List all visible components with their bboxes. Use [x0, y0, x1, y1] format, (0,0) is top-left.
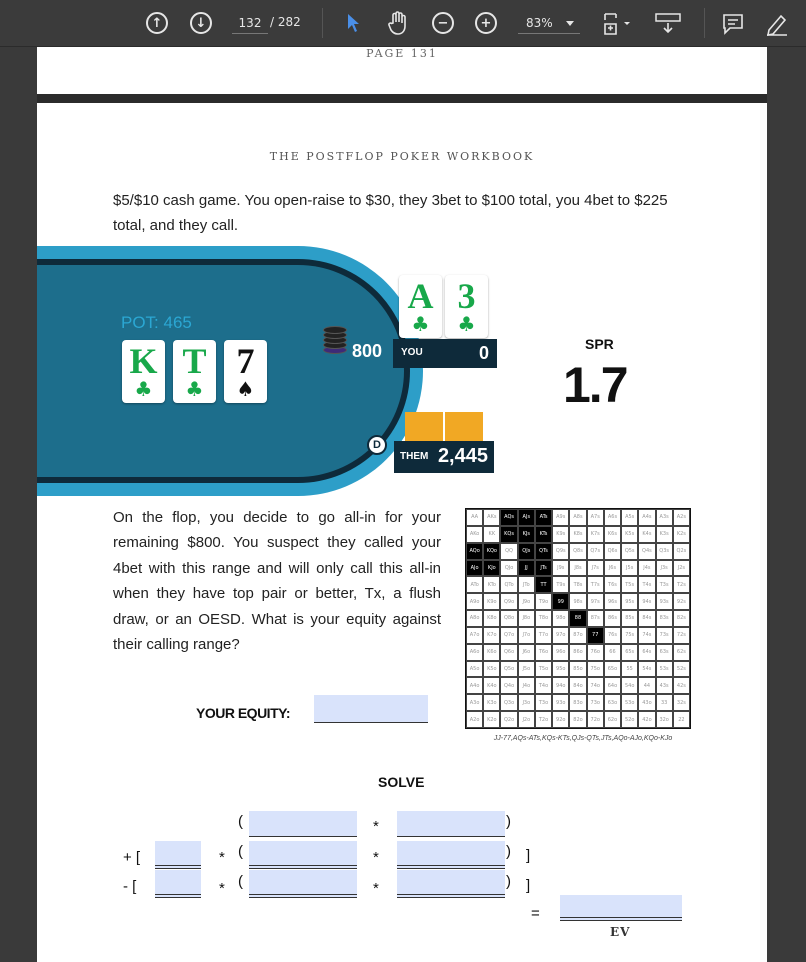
range-cell: J7s: [587, 560, 604, 577]
range-cell: J6o: [518, 644, 535, 661]
range-cell: TT: [535, 576, 552, 593]
range-cell: 75o: [587, 661, 604, 678]
open-paren: (: [238, 843, 243, 860]
range-cell: T4o: [535, 677, 552, 694]
range-cell: J2s: [673, 560, 690, 577]
range-cell: 87s: [587, 610, 604, 627]
range-cell: K9o: [483, 593, 500, 610]
card-rank: 7: [236, 341, 255, 381]
zoom-value: 83%: [526, 15, 553, 30]
times-sign: *: [373, 880, 379, 897]
range-cell: QQ: [500, 543, 517, 560]
range-cell: Q2o: [500, 711, 517, 728]
open-paren: (: [238, 873, 243, 890]
stake-amount: 800: [352, 341, 383, 361]
dealer-button: D: [367, 435, 387, 455]
range-cell: J7o: [518, 627, 535, 644]
range-cell: JTo: [518, 576, 535, 593]
range-cell: 85o: [569, 661, 586, 678]
range-cell: 52s: [673, 661, 690, 678]
range-cell: K5s: [621, 526, 638, 543]
range-cell: 82o: [569, 711, 586, 728]
range-cell: 75s: [621, 627, 638, 644]
page-fit-icon[interactable]: [601, 11, 633, 37]
range-cell: K3o: [483, 694, 500, 711]
range-cell: K3s: [656, 526, 673, 543]
range-cell: 63o: [604, 694, 621, 711]
range-cell: Q9s: [552, 543, 569, 560]
range-cell: QJo: [500, 560, 517, 577]
range-cell: 66: [604, 644, 621, 661]
range-cell: Q2s: [673, 543, 690, 560]
page-separator: [37, 94, 767, 103]
range-cell: J5s: [621, 560, 638, 577]
villain-card-back: [405, 412, 443, 441]
board-card-3: [224, 340, 267, 403]
range-cell: T2s: [673, 576, 690, 593]
range-cell: J5o: [518, 661, 535, 678]
open-paren: (: [238, 813, 243, 830]
times-sign: *: [373, 849, 379, 866]
range-cell: 65o: [604, 661, 621, 678]
range-cell: KTs: [535, 526, 552, 543]
range-cell: 83s: [656, 610, 673, 627]
table-felt: [37, 265, 404, 477]
formula-field-2b[interactable]: [249, 841, 357, 869]
range-cell: Q3o: [500, 694, 517, 711]
card-rank: 3: [457, 276, 476, 316]
range-cell: Q4s: [638, 543, 655, 560]
close-paren: ): [506, 813, 511, 830]
scenario-text: $5/$10 cash game. You open-raise to $30, they 3bet to $100 total, you 4bet to $225 total, and they call.: [113, 192, 668, 234]
range-cell: 84s: [638, 610, 655, 627]
range-cell: A5o: [466, 661, 483, 678]
range-cell: T6o: [535, 644, 552, 661]
range-cell: Q6s: [604, 543, 621, 560]
range-cell: T7o: [535, 627, 552, 644]
hero-stack: 0: [478, 343, 489, 363]
range-cell: 94o: [552, 677, 569, 694]
range-cell: A9o: [466, 593, 483, 610]
range-cell: A4s: [638, 509, 655, 526]
range-cell: QJs: [518, 543, 535, 560]
range-cell: 54o: [621, 677, 638, 694]
zoom-out-icon[interactable]: −: [432, 12, 454, 34]
range-cell: Q8o: [500, 610, 517, 627]
range-cell: KQo: [483, 543, 500, 560]
select-cursor-icon[interactable]: [345, 12, 363, 34]
range-cell: J6s: [604, 560, 621, 577]
formula-field-1b[interactable]: [397, 811, 505, 837]
range-cell: K5o: [483, 661, 500, 678]
range-cell: K8s: [569, 526, 586, 543]
range-cell: 85s: [621, 610, 638, 627]
range-cell: J8s: [569, 560, 586, 577]
close-paren: ): [506, 843, 511, 860]
range-cell: J2o: [518, 711, 535, 728]
range-cell: Q8s: [569, 543, 586, 560]
range-cell: 33: [656, 694, 673, 711]
chip-stack-icon: [323, 324, 347, 354]
range-cell: 83o: [569, 694, 586, 711]
villain-seat: [394, 441, 494, 473]
range-cell: AJs: [518, 509, 535, 526]
range-cell: A7s: [587, 509, 604, 526]
card-rank: T: [182, 341, 207, 381]
range-cell: A8s: [569, 509, 586, 526]
range-cell: 42o: [638, 711, 655, 728]
hero-card-1: [399, 275, 442, 338]
close-paren: ): [506, 873, 511, 890]
range-cell: T9o: [535, 593, 552, 610]
range-cell: 82s: [673, 610, 690, 627]
range-cell: J9o: [518, 593, 535, 610]
range-cell: T3o: [535, 694, 552, 711]
range-cell: 76o: [587, 644, 604, 661]
range-cell: AQo: [466, 543, 483, 560]
range-cell: T5s: [621, 576, 638, 593]
hand-tool-icon[interactable]: [386, 10, 410, 36]
range-cell: A8o: [466, 610, 483, 627]
range-cell: 53s: [656, 661, 673, 678]
range-cell: Q7o: [500, 627, 517, 644]
range-cell: 97s: [587, 593, 604, 610]
previous-page-icon[interactable]: ↑: [146, 12, 168, 34]
range-cell: AQs: [500, 509, 517, 526]
range-cell: A3o: [466, 694, 483, 711]
range-cell: 93o: [552, 694, 569, 711]
range-cell: 86s: [604, 610, 621, 627]
range-cell: A2o: [466, 711, 483, 728]
zoom-in-icon[interactable]: +: [475, 12, 497, 34]
toolbar-divider: [322, 8, 323, 38]
formula-field-3c[interactable]: [397, 870, 505, 898]
club-icon: ♣: [185, 377, 204, 401]
range-cell: 65s: [621, 644, 638, 661]
range-cell: T2o: [535, 711, 552, 728]
range-cell: 86o: [569, 644, 586, 661]
zoom-select[interactable]: [518, 12, 580, 34]
question-text: On the flop, you decide to go all-in for your remaining $800. You suspect they called your 4bet with this range and will only call this all-in when they have top pair or better, Tx, a flush draw, or an OESD. What is your equity against their calling range?: [113, 509, 441, 654]
range-cell: KQs: [500, 526, 517, 543]
poker-table: [113, 246, 489, 496]
range-cell: T5o: [535, 661, 552, 678]
range-cell: QTs: [535, 543, 552, 560]
card-rank: K: [129, 341, 158, 381]
range-cell: J4o: [518, 677, 535, 694]
range-cell: 72o: [587, 711, 604, 728]
range-cell: 44: [638, 677, 655, 694]
range-cell: 98s: [569, 593, 586, 610]
range-cell: 92o: [552, 711, 569, 728]
range-cell: T4s: [638, 576, 655, 593]
formula-field-3a[interactable]: [155, 870, 201, 898]
hero-card-2: [445, 275, 488, 338]
range-cell: 84o: [569, 677, 586, 694]
range-cell: 88: [569, 610, 586, 627]
range-cell: 32s: [673, 694, 690, 711]
formula-field-1a[interactable]: [249, 811, 357, 837]
club-icon: ♣: [457, 312, 476, 336]
range-cell: 99: [552, 593, 569, 610]
range-cell: 52o: [621, 711, 638, 728]
hand-range-grid: [465, 508, 691, 729]
range-cell: Q7s: [587, 543, 604, 560]
range-cell: 32o: [656, 711, 673, 728]
toolbar-divider: [704, 8, 705, 38]
range-cell: J3o: [518, 694, 535, 711]
formula-field-2c[interactable]: [397, 841, 505, 869]
range-cell: Q3s: [656, 543, 673, 560]
board-card-2: [173, 340, 216, 403]
plus-bracket: + [: [123, 849, 141, 866]
range-cell: A5s: [621, 509, 638, 526]
times-sign: *: [373, 818, 379, 835]
range-cell: AJo: [466, 560, 483, 577]
range-cell: 63s: [656, 644, 673, 661]
hero-seat: [393, 339, 497, 368]
times-sign: *: [219, 880, 225, 897]
pdf-page: [37, 103, 767, 962]
range-cell: Q6o: [500, 644, 517, 661]
range-cell: T9s: [552, 576, 569, 593]
range-cell: AKo: [466, 526, 483, 543]
range-cell: A4o: [466, 677, 483, 694]
range-cell: J8o: [518, 610, 535, 627]
pdf-toolbar: [0, 0, 806, 47]
range-cell: 87o: [569, 627, 586, 644]
range-cell: Q5o: [500, 661, 517, 678]
range-cell: K7s: [587, 526, 604, 543]
previous-page: [37, 47, 767, 94]
villain-label: THEM: [400, 451, 429, 462]
range-cell: J4s: [638, 560, 655, 577]
range-cell: AKs: [483, 509, 500, 526]
range-cell: 54s: [638, 661, 655, 678]
card-rank: A: [407, 276, 434, 316]
range-cell: 62s: [673, 644, 690, 661]
range-cell: 62o: [604, 711, 621, 728]
range-cell: KJs: [518, 526, 535, 543]
range-cell: K9s: [552, 526, 569, 543]
minus-bracket: - [: [123, 878, 137, 895]
range-cell: K7o: [483, 627, 500, 644]
range-cell: A2s: [673, 509, 690, 526]
equity-label: YOUR EQUITY:: [196, 705, 291, 721]
range-cell: K8o: [483, 610, 500, 627]
range-cell: Q4o: [500, 677, 517, 694]
hero-label: YOU: [401, 347, 423, 358]
range-cell: 92s: [673, 593, 690, 610]
range-cell: 98o: [552, 610, 569, 627]
range-cell: A7o: [466, 627, 483, 644]
range-cell: 64s: [638, 644, 655, 661]
range-cell: K2s: [673, 526, 690, 543]
range-cell: 96o: [552, 644, 569, 661]
range-cell: 53o: [621, 694, 638, 711]
range-cell: A9s: [552, 509, 569, 526]
range-cell: T8o: [535, 610, 552, 627]
board-card-1: [122, 340, 165, 403]
range-cell: J3s: [656, 560, 673, 577]
range-cell: K6s: [604, 526, 621, 543]
close-bracket: ]: [526, 877, 531, 894]
range-cell: JTs: [535, 560, 552, 577]
spr-label: SPR: [585, 336, 614, 352]
comment-icon[interactable]: [721, 12, 745, 36]
range-cell: QTo: [500, 576, 517, 593]
range-cell: AA: [466, 509, 483, 526]
range-cell: 95o: [552, 661, 569, 678]
club-icon: ♣: [411, 312, 430, 336]
scroll-mode-icon[interactable]: [654, 12, 682, 36]
range-cell: 43s: [656, 677, 673, 694]
range-cell: A6s: [604, 509, 621, 526]
range-cell: 22: [673, 711, 690, 728]
range-cell: 94s: [638, 593, 655, 610]
range-cell: 74s: [638, 627, 655, 644]
range-cell: T3s: [656, 576, 673, 593]
range-cell: 93s: [656, 593, 673, 610]
club-icon: ♣: [134, 377, 153, 401]
equity-input[interactable]: [314, 695, 428, 723]
range-cell: J9s: [552, 560, 569, 577]
range-cell: K6o: [483, 644, 500, 661]
page-number-input[interactable]: 132: [232, 12, 268, 34]
villain-stack: 2,445: [437, 445, 488, 467]
range-cell: 74o: [587, 677, 604, 694]
range-cell: 95s: [621, 593, 638, 610]
range-cell: 73o: [587, 694, 604, 711]
range-cell: K4s: [638, 526, 655, 543]
range-cell: 96s: [604, 593, 621, 610]
range-cell: 97o: [552, 627, 569, 644]
range-cell: K4o: [483, 677, 500, 694]
range-caption: JJ-77,AQs-ATs,KQs-KTs,QJs-QTs,JTs,AQo-AJo,KQo-KJo: [493, 735, 673, 742]
range-cell: 72s: [673, 627, 690, 644]
range-cell: A3s: [656, 509, 673, 526]
range-cell: T8s: [569, 576, 586, 593]
range-cell: KK: [483, 526, 500, 543]
range-cell: 76s: [604, 627, 621, 644]
range-cell: 73s: [656, 627, 673, 644]
range-cell: KJo: [483, 560, 500, 577]
spr-value: 1.7: [563, 357, 627, 413]
equals-sign: =: [531, 905, 540, 922]
range-cell: 64o: [604, 677, 621, 694]
range-cell: Q5s: [621, 543, 638, 560]
range-cell: ATs: [535, 509, 552, 526]
range-cell: KTo: [483, 576, 500, 593]
chevron-down-icon: [566, 21, 574, 26]
range-cell: 55: [621, 661, 638, 678]
times-sign: *: [219, 849, 225, 866]
range-cell: ATo: [466, 576, 483, 593]
range-cell: A6o: [466, 644, 483, 661]
ev-result-input[interactable]: [560, 895, 682, 921]
formula-field-2a[interactable]: [155, 841, 201, 869]
solve-heading: SOLVE: [378, 774, 425, 790]
range-cell: Q9o: [500, 593, 517, 610]
formula-field-3b[interactable]: [249, 870, 357, 898]
pot-label: POT: 465: [121, 313, 192, 332]
range-cell: 43o: [638, 694, 655, 711]
range-cell: JJ: [518, 560, 535, 577]
range-cell: K2o: [483, 711, 500, 728]
ev-label: EV: [610, 925, 631, 939]
villain-card-back: [445, 412, 483, 441]
range-cell: T6s: [604, 576, 621, 593]
next-page-icon[interactable]: ↓: [190, 12, 212, 34]
range-cell: 77: [587, 627, 604, 644]
range-cell: 42s: [673, 677, 690, 694]
page-total: / 282: [270, 15, 301, 29]
range-cell: T7s: [587, 576, 604, 593]
draw-pen-icon[interactable]: [764, 11, 790, 37]
close-bracket: ]: [526, 847, 531, 864]
previous-page-header: PAGE 131: [366, 47, 438, 60]
book-title: THE POSTFLOP POKER WORKBOOK: [269, 150, 535, 163]
spade-icon: ♠: [236, 377, 255, 401]
